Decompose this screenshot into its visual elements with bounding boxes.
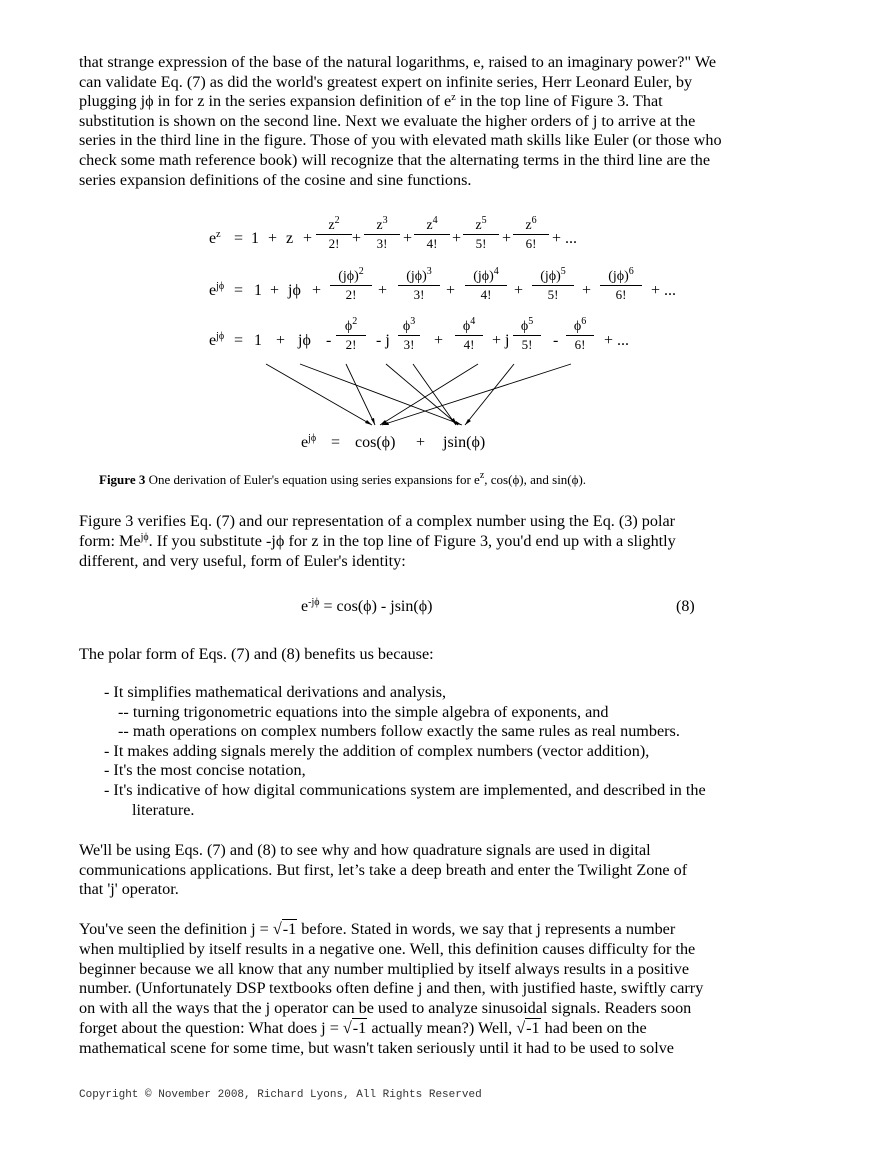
operator: + [416, 434, 426, 451]
operator: + [582, 282, 592, 299]
operator: + [312, 282, 322, 299]
text-line: form: $Me^{j\phi}$. If you substitute -jϕ for z in the top line of Figure 3, you'd end up with a slightly [79, 532, 676, 550]
list-item: literature. [132, 800, 195, 819]
using-paragraph [79, 841, 687, 900]
text-line: that strange expression of the base of the natural logarithms, e, raised to an imaginary power?" We [79, 53, 717, 71]
series-tail: + ... [604, 332, 630, 349]
equals-sign: = [234, 282, 244, 299]
text-line: can validate Eq. (7) as did the world's greatest expert on infinite series, Herr Leonard Euler, by [79, 72, 693, 91]
line3-lhs: $e^{j\phi}$ [209, 331, 225, 349]
operator: - [553, 332, 559, 349]
list-item: - It's indicative of how digital communications system are implemented, and described in the [104, 780, 706, 799]
text-line: We'll be using Eqs. (7) and (8) to see why and how quadrature signals are used in digital [79, 841, 651, 859]
term: z [286, 230, 294, 247]
operator: + [446, 282, 456, 299]
fraction: $z^6$ 6! [513, 218, 549, 251]
equals-sign: = [234, 230, 244, 247]
operator: - j [376, 332, 390, 349]
fraction: $z^5$ 5! [463, 218, 499, 251]
series-tail: + ... [651, 282, 677, 299]
fraction: $(j\phi)^3$ 3! [398, 269, 440, 302]
figure3-paragraph [79, 511, 676, 571]
fraction: $\phi^4$ 4! [455, 319, 483, 352]
polar-paragraph: The polar form of Eqs. (7) and (8) benefits us because: [79, 645, 434, 663]
operator: + [378, 282, 388, 299]
list-item: - It makes adding signals merely the addition of complex numbers (vector addition), [104, 741, 650, 760]
fraction: $(j\phi)^4$ 4! [465, 269, 507, 302]
term: jϕ [288, 282, 301, 299]
arrow-line [465, 364, 514, 425]
definition-paragraph [79, 920, 703, 1059]
list-item: -- turning trigonometric equations into the simple algebra of exponents, and [118, 702, 609, 721]
line2-lhs: $e^{j\phi}$ [209, 281, 225, 299]
operator: + [403, 230, 413, 247]
list-item: -- math operations on complex numbers follow exactly the same rules as real numbers. [118, 722, 680, 741]
text-line: on with all the ways that the j operator can be used to analyze sinusoidal signals. Readers soon [79, 999, 692, 1018]
sin-term: jsin(ϕ) [443, 434, 486, 451]
text-line: substitution is shown on the second line. Next we evaluate the higher orders of j to arrive at the [79, 111, 696, 130]
term: 1 [254, 332, 262, 349]
list-item: - It simplifies mathematical derivations and analysis, [104, 683, 447, 701]
text-line: different, and very useful, form of Euler's identity: [79, 552, 406, 570]
benefits-list [104, 683, 706, 820]
result-lhs: $e^{j\phi}$ [301, 433, 317, 451]
operator: + [270, 282, 280, 299]
text-line: mathematical scene for some time, but wasn't taken seriously until it had to be used to solve [79, 1038, 674, 1057]
text-line: plugging jϕ in for z in the series expansion definition of $e^z$ in the top line of Figure 3. That [79, 92, 663, 111]
text-line: check some math reference book) will recognize that the alternating terms in the third line are the [79, 150, 711, 169]
equation-number: (8) [676, 598, 695, 615]
term: jϕ [298, 332, 311, 349]
fraction: $\phi^3$ 3! [398, 319, 420, 352]
equals-sign: = [234, 332, 244, 349]
text-line: You've seen the definition j = √-1 before. Stated in words, we say that j represents a number [79, 920, 676, 938]
fraction: $(j\phi)^5$ 5! [532, 269, 574, 302]
arrow-line [382, 364, 571, 425]
list-item: - It's the most concise notation, [104, 761, 306, 780]
line1-lhs: $e^z$ [209, 229, 221, 247]
arrow-line [413, 364, 456, 425]
series-tail: + ... [552, 230, 578, 247]
fraction: $\phi^2$ 2! [336, 319, 366, 352]
operator: + [352, 230, 362, 247]
text-line: number. (Unfortunately DSP textbooks often define j and then, with justified haste, swiftly carry [79, 979, 704, 998]
fraction: $\phi^6$ 6! [566, 319, 594, 352]
cos-term: cos(ϕ) [355, 434, 396, 451]
operator: + [268, 230, 278, 247]
arrow-line [380, 364, 478, 425]
figure-caption: Figure 3 One derivation of Euler's equation using series expansions for $e^z$, cos(ϕ), and sin(ϕ). [99, 470, 587, 487]
text-line: beginner because we all know that any number multiplied by itself always results in a positive [79, 959, 690, 978]
operator: + [452, 230, 462, 247]
fraction: $(j\phi)^2$ 2! [330, 269, 372, 302]
operator: - [326, 332, 332, 349]
fraction: $z^2$ 2! [316, 218, 352, 251]
fraction: $z^4$ 4! [414, 218, 450, 251]
operator: + [502, 230, 512, 247]
operator: + j [492, 332, 510, 349]
text-line: that 'j' operator. [79, 880, 179, 899]
text-line: communications applications. But first, let’s take a deep breath and enter the Twilight Zone of [79, 860, 688, 879]
term: 1 [254, 282, 262, 299]
text-line: forget about the question: What does j = √-1 actually mean?) Well, √-1 had been on the [79, 1018, 647, 1037]
text-line: series in the third line in the figure. Those of you with elevated math skills like Euler (or those who [79, 131, 722, 150]
term: 1 [251, 230, 259, 247]
fraction: $(j\phi)^6$ 6! [600, 269, 642, 302]
copyright-footer: Copyright © November 2008, Richard Lyons, All Rights Reserved [79, 1089, 482, 1101]
equals-sign: = [331, 434, 341, 451]
fraction: $z^3$ 3! [364, 218, 400, 251]
operator: + [303, 230, 313, 247]
operator: + [434, 332, 444, 349]
text-line: Figure 3 verifies Eq. (7) and our representation of a complex number using the Eq. (3) polar [79, 512, 676, 530]
arrow-line [386, 364, 458, 425]
arrow-line [300, 364, 462, 425]
arrow-line [266, 364, 372, 425]
fraction: $\phi^5$ 5! [513, 319, 541, 352]
operator: + [276, 332, 286, 349]
equation-8: $e^{-j\phi} = \cos(\phi) - jsin(\phi)$ [301, 597, 433, 615]
operator: + [514, 282, 524, 299]
text-line: series expansion definitions of the cosine and sine functions. [79, 170, 472, 189]
text-line: when multiplied by itself results in a negative one. Well, this definition causes difficulty for the [79, 939, 696, 958]
arrow-line [346, 364, 375, 425]
